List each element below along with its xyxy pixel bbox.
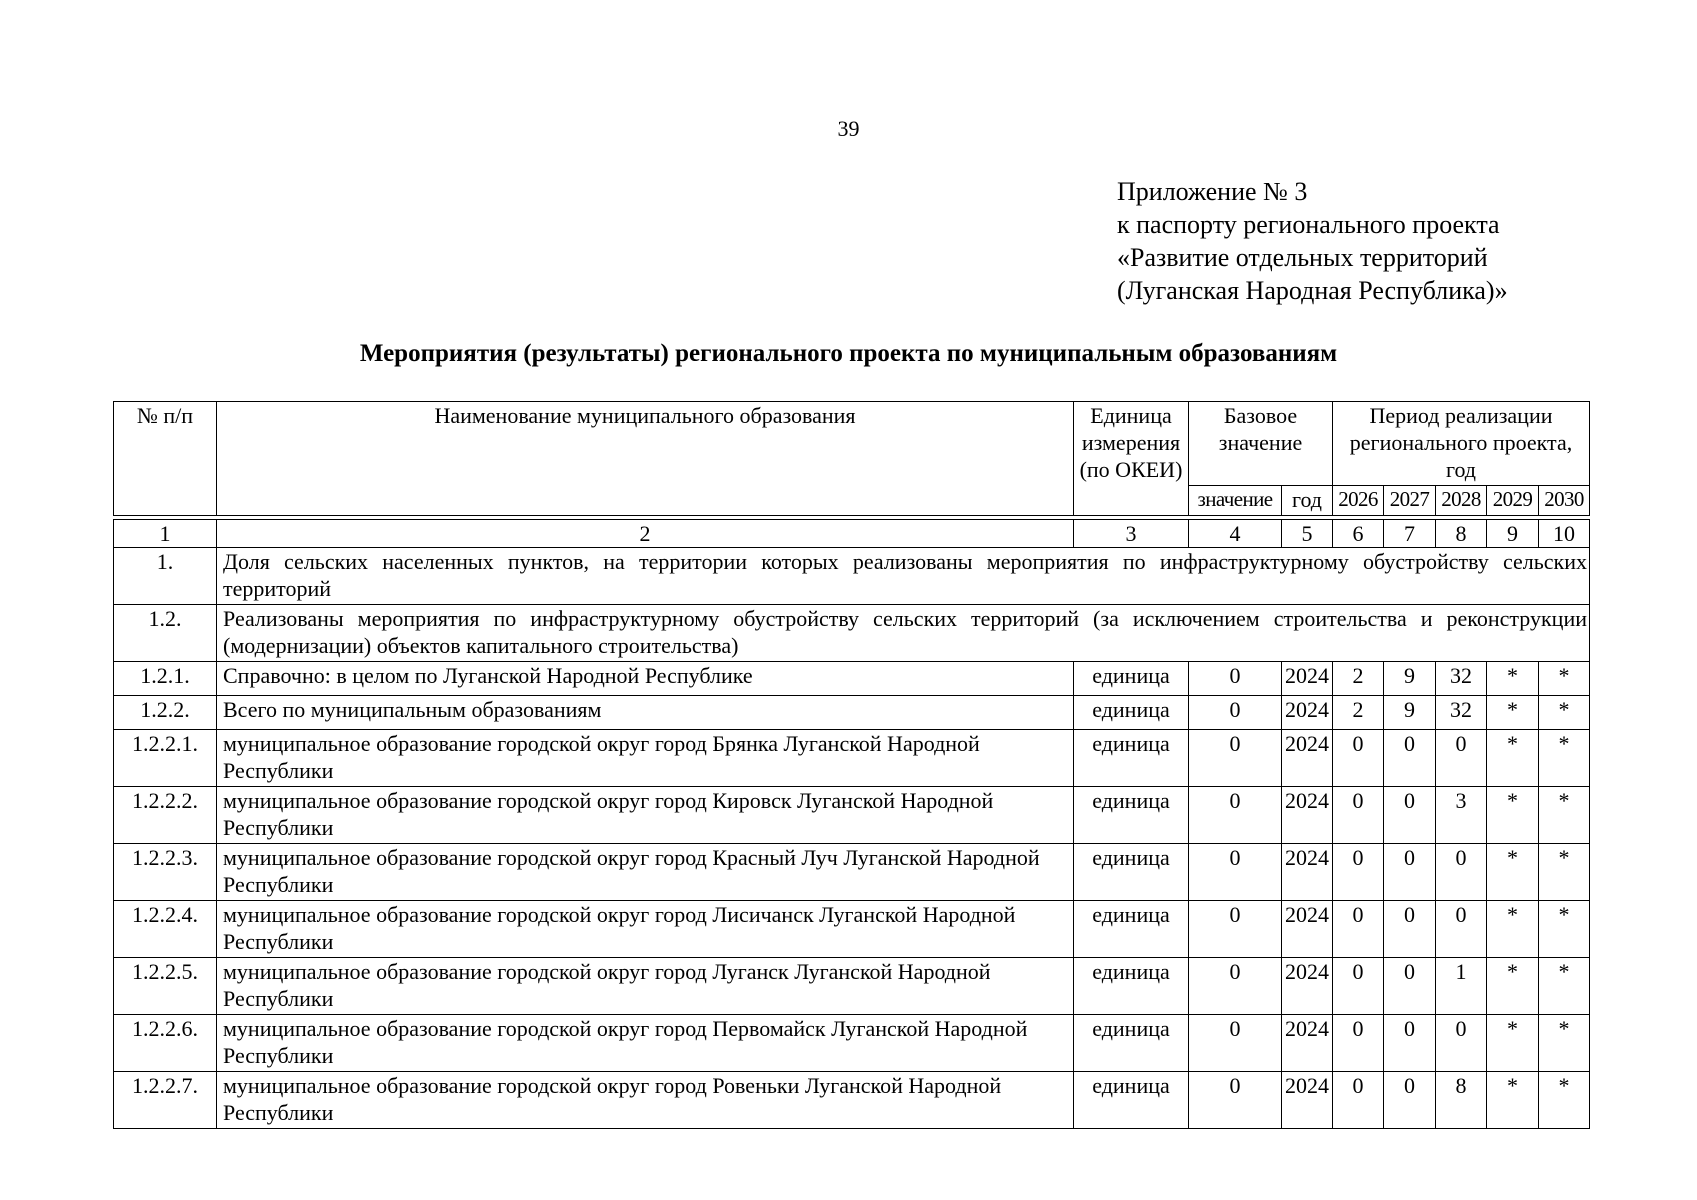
row-base-value: 0	[1189, 901, 1282, 958]
row-base-value: 0	[1189, 662, 1282, 696]
row-y2029: *	[1487, 844, 1539, 901]
header-base-year: год	[1282, 486, 1333, 516]
row-name: муниципальное образование городской округ город Красный Луч Луганской Народной Республики	[217, 844, 1074, 901]
row-y2028: 3	[1436, 787, 1487, 844]
table-row	[114, 662, 1590, 696]
section-text: Реализованы мероприятия по инфраструктурному обустройству сельских территорий (за исключением строительства и реконструкции (модернизации) объектов капитального строительства)	[217, 605, 1590, 662]
row-y2029: *	[1487, 901, 1539, 958]
section-row	[114, 605, 1590, 662]
row-y2028: 8	[1436, 1072, 1487, 1129]
header-period: Период реализации регионального проекта, год	[1333, 402, 1590, 486]
header-year: 2026	[1333, 486, 1384, 516]
row-y2030: *	[1539, 901, 1590, 958]
page-number: 39	[837, 116, 860, 141]
row-name: муниципальное образование городской округ город Брянка Луганской Народной Республики	[217, 730, 1074, 787]
row-y2029: *	[1487, 730, 1539, 787]
row-y2028: 32	[1436, 696, 1487, 730]
row-y2027: 0	[1384, 901, 1436, 958]
row-base-year: 2024	[1282, 844, 1333, 901]
column-number: 7	[1384, 520, 1436, 548]
row-base-year: 2024	[1282, 787, 1333, 844]
row-base-year: 2024	[1282, 730, 1333, 787]
row-y2026: 0	[1333, 730, 1384, 787]
row-y2029: *	[1487, 787, 1539, 844]
row-y2030: *	[1539, 958, 1590, 1015]
row-y2026: 0	[1333, 958, 1384, 1015]
row-y2030: *	[1539, 1015, 1590, 1072]
row-y2026: 0	[1333, 844, 1384, 901]
column-number: 10	[1539, 520, 1590, 548]
section-text: Доля сельских населенных пунктов, на территории которых реализованы мероприятия по инфраструктурному обустройству сельских территорий	[217, 548, 1590, 605]
row-num: 1.2.1.	[114, 662, 217, 696]
column-number: 4	[1189, 520, 1282, 548]
row-unit: единица	[1074, 958, 1189, 1015]
row-unit: единица	[1074, 662, 1189, 696]
column-number: 1	[114, 520, 217, 548]
row-num: 1.2.2.1.	[114, 730, 217, 787]
row-unit: единица	[1074, 696, 1189, 730]
column-number: 6	[1333, 520, 1384, 548]
document-title: Мероприятия (результаты) регионального проекта по муниципальным образованиям	[359, 340, 1338, 367]
column-number: 5	[1282, 520, 1333, 548]
row-y2030: *	[1539, 730, 1590, 787]
row-y2027: 0	[1384, 958, 1436, 1015]
header-base: Базовое значение	[1189, 402, 1333, 486]
row-y2030: *	[1539, 1072, 1590, 1129]
row-y2028: 32	[1436, 662, 1487, 696]
table-row	[114, 958, 1590, 1015]
row-base-value: 0	[1189, 844, 1282, 901]
row-y2030: *	[1539, 662, 1590, 696]
table-row	[114, 1015, 1590, 1072]
section-num: 1.2.	[114, 605, 217, 662]
row-unit: единица	[1074, 787, 1189, 844]
header-name: Наименование муниципального образования	[217, 402, 1074, 516]
row-base-year: 2024	[1282, 696, 1333, 730]
header-year: 2028	[1436, 486, 1487, 516]
row-name: Справочно: в целом по Луганской Народной Республике	[217, 662, 1074, 696]
row-y2026: 0	[1333, 787, 1384, 844]
row-name: муниципальное образование городской округ город Лисичанск Луганской Народной Республики	[217, 901, 1074, 958]
column-number: 2	[217, 520, 1074, 548]
table-row	[114, 730, 1590, 787]
row-unit: единица	[1074, 901, 1189, 958]
row-y2029: *	[1487, 696, 1539, 730]
row-base-value: 0	[1189, 1015, 1282, 1072]
header-num: № п/п	[114, 402, 217, 516]
row-y2028: 0	[1436, 901, 1487, 958]
row-y2026: 0	[1333, 1072, 1384, 1129]
row-y2027: 0	[1384, 1072, 1436, 1129]
row-unit: единица	[1074, 844, 1189, 901]
row-y2030: *	[1539, 787, 1590, 844]
appendix-line: Приложение № 3	[1117, 177, 1308, 206]
section-row	[114, 548, 1590, 605]
row-y2027: 9	[1384, 696, 1436, 730]
row-unit: единица	[1074, 730, 1189, 787]
row-y2028: 0	[1436, 844, 1487, 901]
row-y2026: 2	[1333, 662, 1384, 696]
section-num: 1.	[114, 548, 217, 605]
row-y2027: 0	[1384, 730, 1436, 787]
row-y2029: *	[1487, 1072, 1539, 1129]
table-row	[114, 787, 1590, 844]
appendix-line: к паспорту регионального проекта	[1117, 210, 1500, 239]
row-num: 1.2.2.5.	[114, 958, 217, 1015]
header-year: 2029	[1487, 486, 1539, 516]
header-row	[114, 402, 1590, 486]
row-unit: единица	[1074, 1072, 1189, 1129]
row-y2026: 0	[1333, 901, 1384, 958]
row-base-year: 2024	[1282, 1072, 1333, 1129]
row-y2026: 2	[1333, 696, 1384, 730]
row-num: 1.2.2.6.	[114, 1015, 217, 1072]
row-y2029: *	[1487, 958, 1539, 1015]
row-num: 1.2.2.3.	[114, 844, 217, 901]
row-y2029: *	[1487, 662, 1539, 696]
table-row	[114, 901, 1590, 958]
row-y2029: *	[1487, 1015, 1539, 1072]
row-unit: единица	[1074, 1015, 1189, 1072]
row-y2030: *	[1539, 696, 1590, 730]
row-base-value: 0	[1189, 1072, 1282, 1129]
row-base-value: 0	[1189, 787, 1282, 844]
header-year: 2030	[1539, 486, 1590, 516]
column-number-row	[114, 520, 1590, 548]
row-y2026: 0	[1333, 1015, 1384, 1072]
row-y2027: 0	[1384, 844, 1436, 901]
row-base-value: 0	[1189, 730, 1282, 787]
row-base-value: 0	[1189, 958, 1282, 1015]
header-base-value: значение	[1189, 486, 1282, 516]
appendix-note	[1117, 175, 1508, 307]
table-row	[114, 1072, 1590, 1129]
appendix-line: «Развитие отдельных территорий	[1117, 243, 1488, 272]
column-number: 3	[1074, 520, 1189, 548]
row-y2027: 9	[1384, 662, 1436, 696]
row-name: муниципальное образование городской округ город Первомайск Луганской Народной Республики	[217, 1015, 1074, 1072]
row-base-year: 2024	[1282, 1015, 1333, 1072]
row-y2030: *	[1539, 844, 1590, 901]
row-base-value: 0	[1189, 696, 1282, 730]
header-year: 2027	[1384, 486, 1436, 516]
row-base-year: 2024	[1282, 901, 1333, 958]
row-num: 1.2.2.4.	[114, 901, 217, 958]
row-y2028: 1	[1436, 958, 1487, 1015]
column-number: 8	[1436, 520, 1487, 548]
header-unit: Единица измерения (по ОКЕИ)	[1074, 402, 1189, 516]
column-number: 9	[1487, 520, 1539, 548]
row-num: 1.2.2.7.	[114, 1072, 217, 1129]
row-num: 1.2.2.2.	[114, 787, 217, 844]
row-name: муниципальное образование городской округ город Ровеньки Луганской Народной Республики	[217, 1072, 1074, 1129]
row-name: муниципальное образование городской округ город Луганск Луганской Народной Республики	[217, 958, 1074, 1015]
row-num: 1.2.2.	[114, 696, 217, 730]
row-base-year: 2024	[1282, 958, 1333, 1015]
table-row	[114, 696, 1590, 730]
row-name: Всего по муниципальным образованиям	[217, 696, 1074, 730]
row-y2028: 0	[1436, 1015, 1487, 1072]
row-y2027: 0	[1384, 1015, 1436, 1072]
row-y2027: 0	[1384, 787, 1436, 844]
results-table	[113, 401, 1590, 1129]
row-name: муниципальное образование городской округ город Кировск Луганской Народной Республики	[217, 787, 1074, 844]
appendix-line: (Луганская Народная Республика)»	[1117, 276, 1508, 305]
row-base-year: 2024	[1282, 662, 1333, 696]
table-row	[114, 844, 1590, 901]
row-y2028: 0	[1436, 730, 1487, 787]
